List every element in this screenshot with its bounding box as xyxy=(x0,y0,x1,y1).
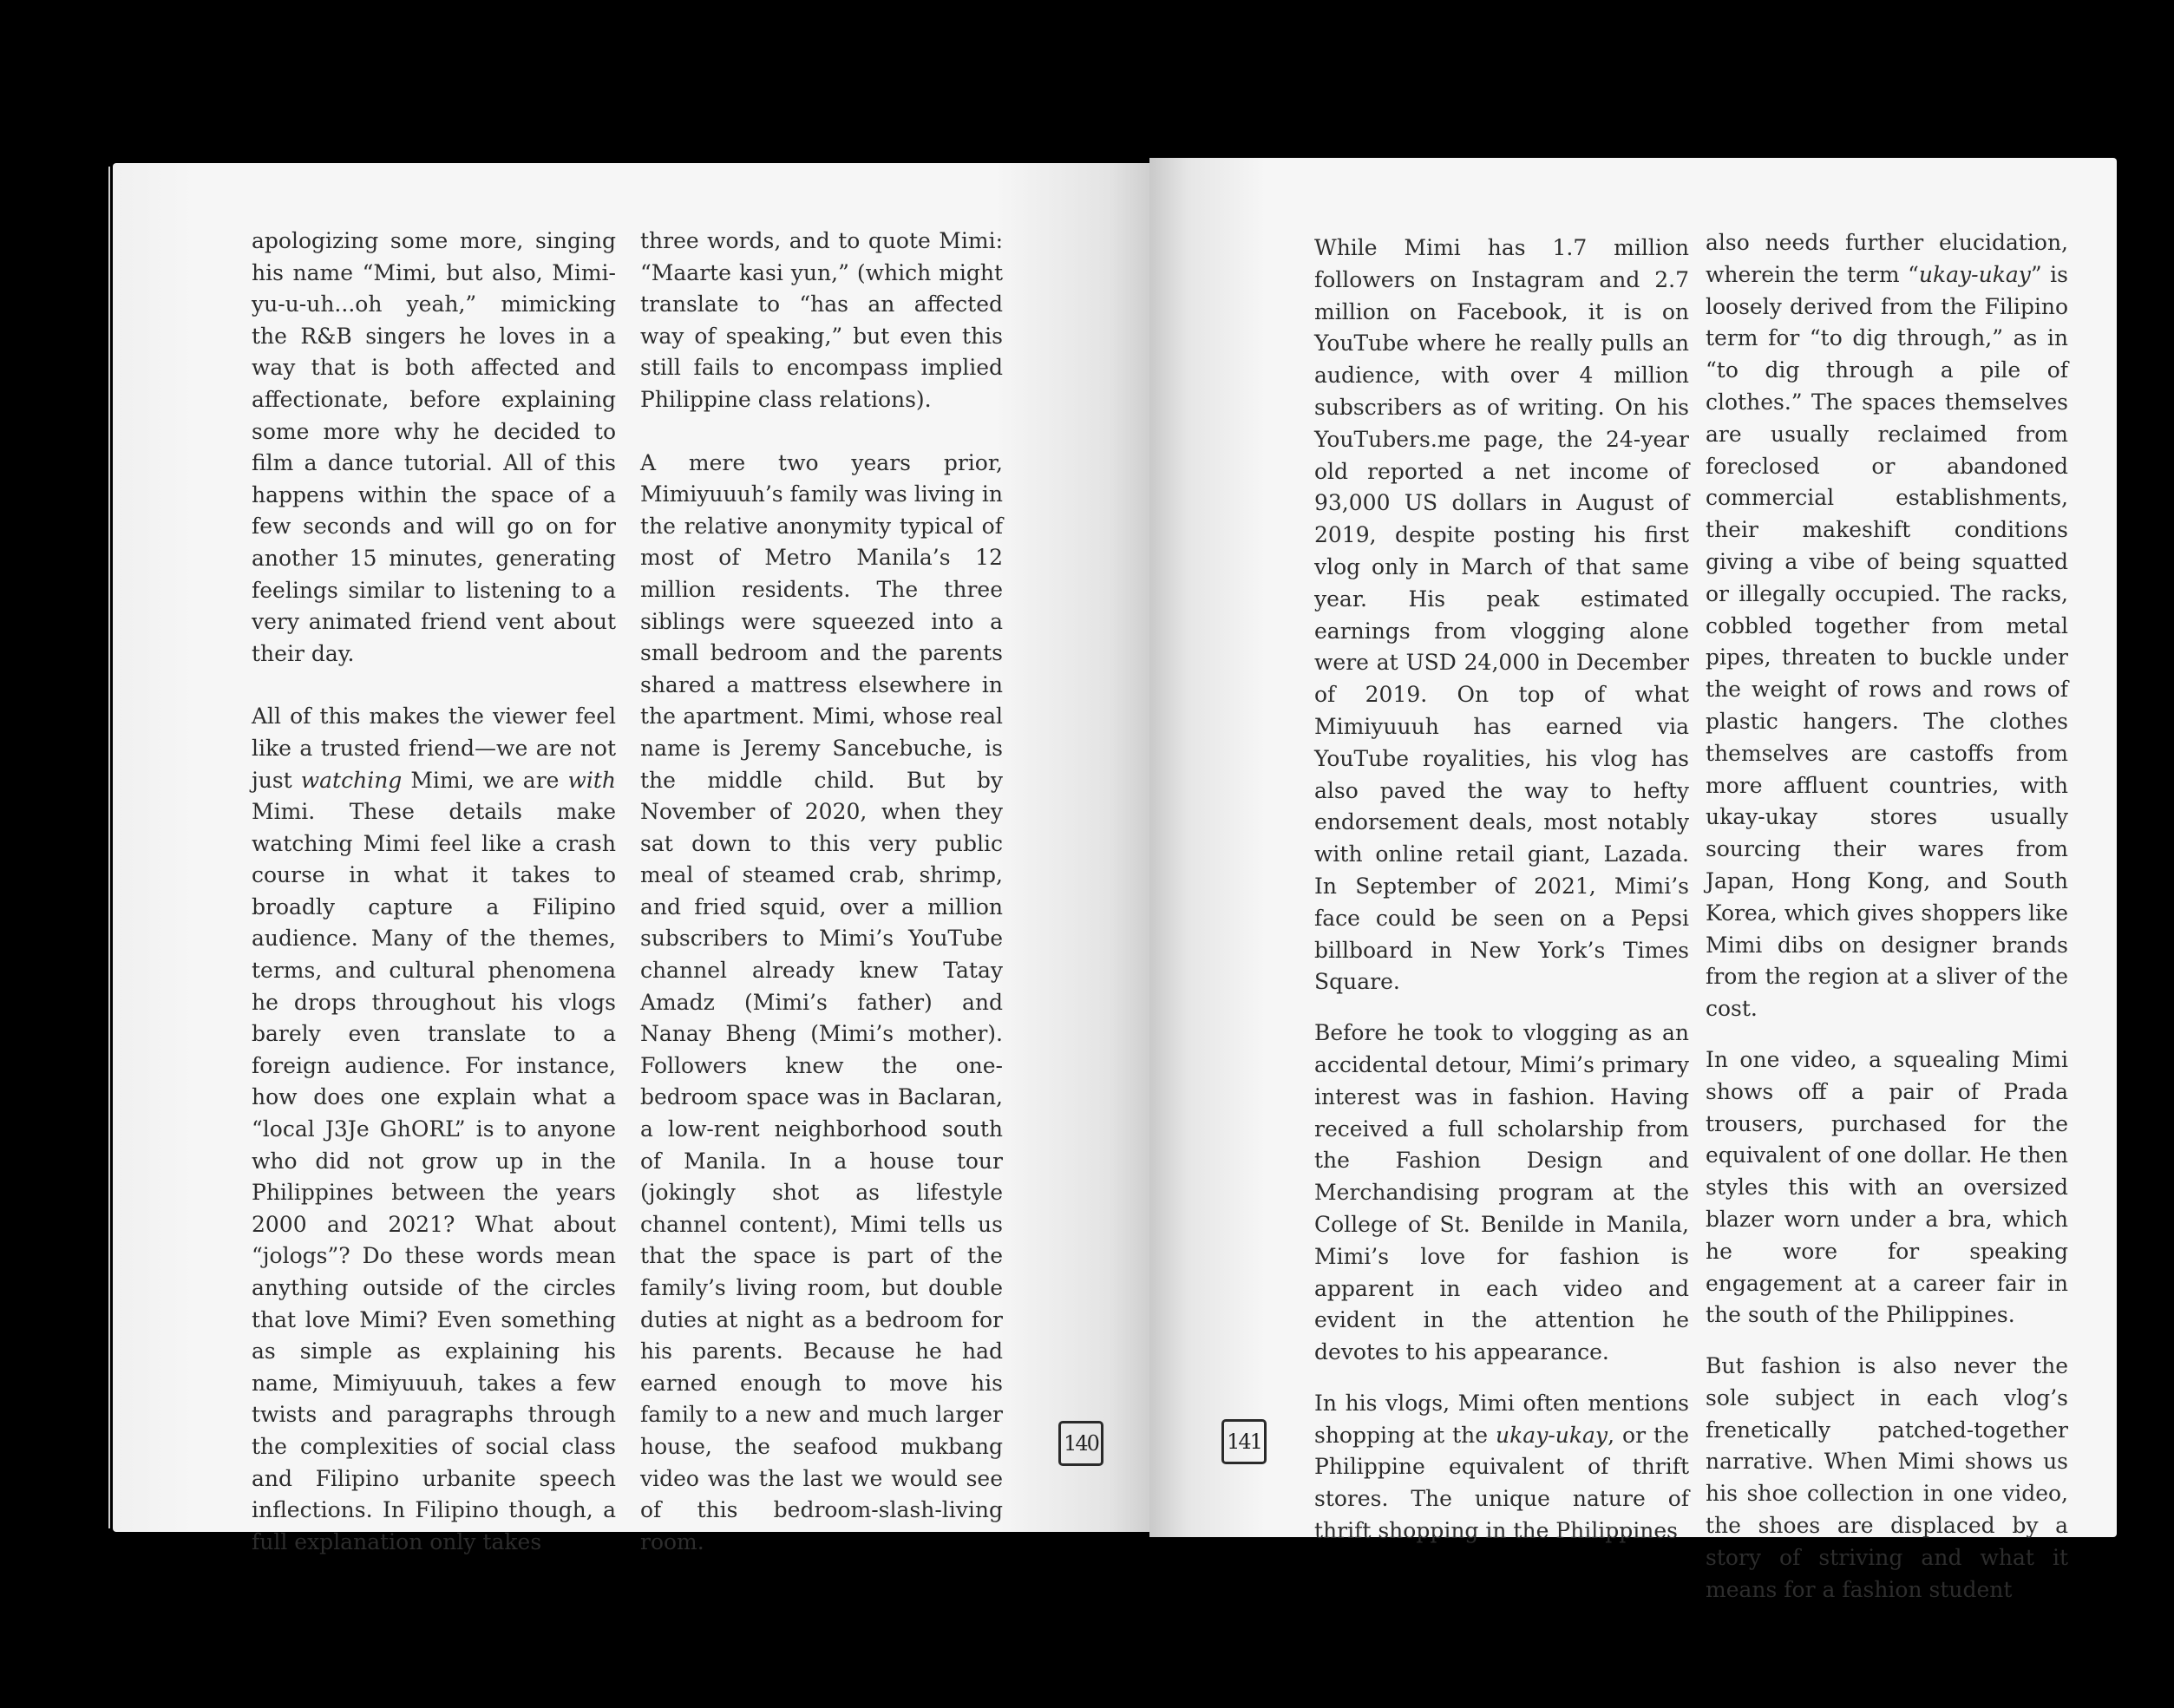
text-run: , or the Philippine equivalent of thrift stores. The unique nature of thrift shopping in the Philippines xyxy=(1314,1422,1689,1544)
paragraph: While Mimi has 1.7 million followers on Instagram and 2.7 million on Facebook, it is on YouTube where he really pulls an audience, with over 4 million subscribers as of writing. On his YouTubers.me page, the 24-year old reported a net income of 93,000 US dollars in August of 2019, despite posting his first vlog only in March of that same year. His peak estimated earnings from vlogging alone were at USD 24,000 in December of 2019. On top of what Mimiyuuuh has earned via YouTube royalities, his vlog has also paved the way to hefty endorsement deals, most notably with online retail giant, Lazada. In September of 2021, Mimi’s face could be seen on a Pepsi billboard in New York’s Times Square. xyxy=(1314,235,1689,995)
emphasis: watching xyxy=(300,767,403,793)
left-page-column-2 xyxy=(640,226,1003,1558)
paragraph: But fashion is also never the sole subject in each vlog’s frenetically patched-together narrative. When Mimi shows us his shoe collection in one video, the shoes are displaced by a story of striving and what it means for a fashion student xyxy=(1706,1353,2068,1602)
paragraph: Before he took to vlogging as an accidental detour, Mimi’s primary interest was in fashion. Having received a full scholarship from the Fashion Design and Merchandising program at the College of St. Benilde in Manila, Mimi’s love for fashion is apparent in each video and evident in the attention he devotes to his appearance. xyxy=(1314,1020,1689,1365)
paragraph: In one video, a squealing Mimi shows off a pair of Prada trousers, purchased for the equivalent of one dollar. He then styles this with an oversized blazer worn under a bra, which he wore for speaking engagement at a career fair in the south of the Philippines. xyxy=(1706,1046,2068,1328)
text-run: Mimi. These details make watching Mimi feel like a crash course in what it takes to broadly capture a Filipino audience. Many of the themes, terms, and cultural phenomena he drops throughout his vlogs barely even translate to a foreign audience. For instance, how does one explain what a “local J3Je GhORL” is to anyone who did not grow up in the Philippines between the years 2000 and 2021? What about “jologs”? Do these words mean anything outside of the circles that love Mimi? Even something as simple as explaining his name, Mimiyuuuh, takes a few twists and paragraphs through the complexities of social class and Filipino urbanite speech inflections. In Filipino though, a full explanation only takes xyxy=(252,799,616,1554)
page-number-left: 140 xyxy=(1058,1421,1103,1466)
right-page-column-1 xyxy=(1314,232,1689,1567)
left-page-column-1 xyxy=(252,226,616,1558)
emphasis: ukay-ukay xyxy=(1496,1422,1608,1448)
right-page-column-2 xyxy=(1706,227,2068,1625)
text-run: ” is loosely derived from the Filipino term for “to dig through,” as in “to dig through a pile of clothes.” The spaces themselves are usually reclaimed from foreclosed or abandoned commercial establishments, their makeshift conditions giving a vibe of being squatted or illegally occupied. The racks, cobbled together from metal pipes, threaten to buckle under the weight of rows and rows of plastic hangers. The clothes themselves are castoffs from more affluent countries, with ukay-ukay stores usually sourcing their wares from Japan, Hong Kong, and South Korea, which gives shoppers like Mimi dibs on designer brands from the region at a sliver of the cost. xyxy=(1706,261,2068,1022)
paragraph: A mere two years prior, Mimiyuuuh’s family was living in the relative anonymity typical of most of Metro Manila’s 12 million residents. The three siblings were squeezed into a small bedroom and the parents shared a mattress elsewhere in the apartment. Mimi, whose real name is Jeremy Sancebuche, is the middle child. But by November of 2020, when they sat down to this very public meal of steamed crab, shrimp, and fried squid, over a million subscribers to Mimi’s YouTube channel already knew Tatay Amadz (Mimi’s father) and Nanay Bheng (Mimi’s mother). Followers knew the one-bedroom space was in Baclaran, a low-rent neighborhood south of Manila. In a house tour (jokingly shot as lifestyle channel content), Mimi tells us that the space is part of the family’s living room, but double duties at night as a bedroom for his parents. Because he had earned enough to move his family to a new and much larger house, the seafood mukbang video was the last we would see of this bedroom-slash-living room. xyxy=(640,449,1003,1554)
paragraph: three words, and to quote Mimi: “Maarte kasi yun,” (which might translate to “has an affected way of speaking,” but even this still fails to encompass implied Philippine class relations). xyxy=(640,228,1003,412)
text-run: Mimi, we are xyxy=(402,767,568,793)
text-run: All of this makes the viewer feel like a trusted friend—we are not just xyxy=(252,703,616,793)
emphasis: with xyxy=(567,767,616,793)
page-number-right: 141 xyxy=(1221,1419,1267,1464)
text-run: also needs further elucidation, wherein the term “ xyxy=(1706,230,2068,287)
paragraph: apologizing some more, singing his name “Mimi, but also, Mimi-yu-u-uh...oh yeah,” mimicking the R&B singers he loves in a way that is both affected and affectionate, before explaining some more why he decided to film a dance tutorial. All of this happens within the space of a few seconds and will go on for another 15 minutes, generating feelings similar to listening to a very animated friend vent about their day. xyxy=(252,228,616,666)
paragraph xyxy=(1314,1388,1689,1548)
emphasis: ukay-ukay xyxy=(1918,261,2031,287)
paragraph xyxy=(1706,227,2068,1025)
text-run: In his vlogs, Mimi often mentions shopping at the xyxy=(1314,1390,1689,1448)
paragraph xyxy=(252,701,616,1558)
